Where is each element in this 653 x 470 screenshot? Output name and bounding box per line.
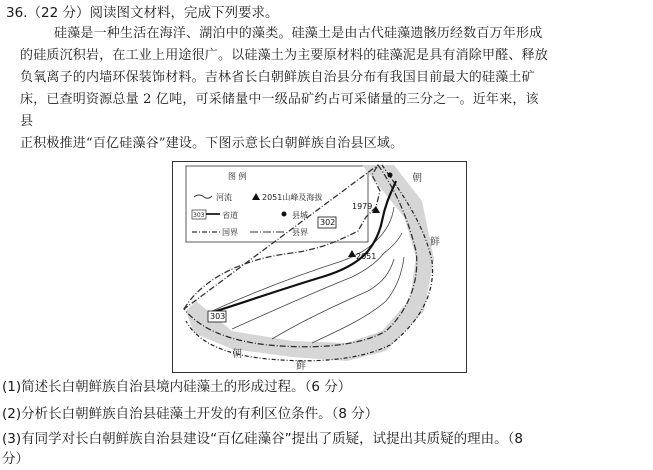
passage-line-4: 床，已查明资源总量 2 亿吨，可采储量中一级品矿约占可采储量的三分之一。近年来，该: [20, 92, 539, 107]
legend-border: 国界: [222, 228, 238, 237]
road-303-label: 303: [210, 312, 226, 321]
legend-river: 河流: [216, 193, 232, 202]
question-points: （22 分）: [27, 5, 90, 21]
label-chao: 朝: [232, 349, 242, 360]
legend-title: 图 例: [228, 172, 247, 181]
label-xian: 鲜: [296, 361, 306, 372]
passage-line-6: 正积极推进“百亿硅藻谷”建设。下图示意长白朝鲜族自治县区域。: [20, 136, 404, 151]
subquestion-3-continued: 分）: [2, 451, 29, 467]
question-number: 36.: [6, 5, 28, 21]
legend-road: 省道: [222, 211, 238, 220]
question-header: [6, 4, 278, 22]
legend-county-border: 县界: [292, 228, 308, 237]
passage-line-1: 硅藻是一种生活在海洋、湖泊中的藻类。硅藻土是由古代硅藻遗骸历经数百万年形成: [54, 26, 543, 41]
passage-line-3: 负氧离子的内墙环保装饰材料。吉林省长白朝鲜族自治县分布有我国目前最大的硅藻土矿: [20, 70, 535, 85]
county-map: [172, 161, 467, 373]
county-seat-icon: [282, 212, 287, 217]
subquestion-2: (2)分析长白朝鲜族自治县硅藻土开发的有利区位条件。（8 分）: [2, 406, 379, 422]
subquestion-3: (3)有同学对长白朝鲜族自治县建设“百亿硅藻谷”提出了质疑，试提出其质疑的理由。（8: [2, 431, 523, 447]
county-seat-marker-icon: [388, 173, 393, 178]
legend-peak: 2051山峰及海拔: [262, 193, 323, 202]
label-chao-right: 朝: [412, 173, 422, 184]
road-302-label: 302: [320, 218, 336, 227]
peak-2051-label: 2051: [356, 252, 377, 261]
road-302-shield: [318, 217, 336, 228]
passage-line-5: 县: [20, 114, 34, 129]
road-303-shield: [208, 311, 226, 322]
peak-1979-label: 1979: [352, 202, 373, 211]
legend-road-code: 303: [193, 212, 205, 219]
label-xian-right: 鲜: [430, 237, 440, 248]
legend-county-seat: 县城: [292, 211, 308, 220]
question-instruction: 阅读图文材料，完成下列要求。: [89, 5, 279, 21]
map-legend: [186, 166, 368, 242]
subquestion-1: (1)简述长白朝鲜族自治县境内硅藻土的形成过程。（6 分）: [2, 379, 352, 395]
passage-line-2: 的硅质沉积岩，在工业上用途很广。以硅藻土为主要原材料的硅藻泥是具有消除甲醛、释放: [20, 48, 549, 63]
